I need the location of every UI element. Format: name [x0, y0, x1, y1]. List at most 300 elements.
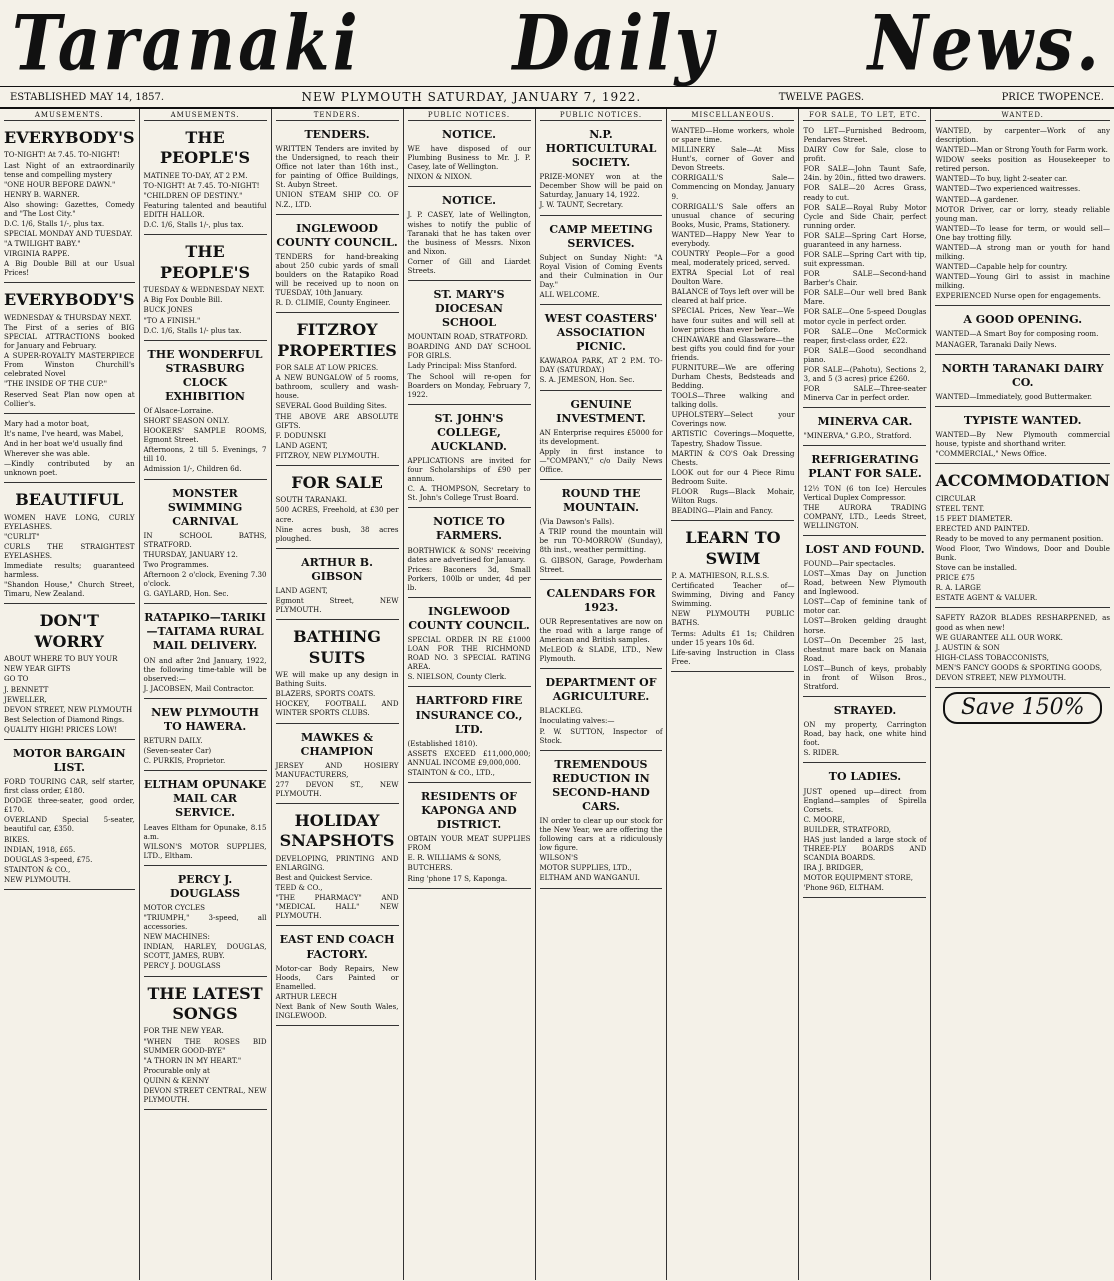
ad-text: (Established 1810).	[407, 738, 478, 748]
ad-text: FOR SALE—20 Acres Grass, ready to cut.	[803, 183, 927, 202]
ad-text: ON and after 2nd January, 1922, the following time-table will be observed:—	[143, 655, 267, 683]
ad-text: McLEOD & SLADE, LTD., New Plymouth.	[539, 645, 663, 664]
ad-text: GO TO	[4, 674, 29, 684]
advertisement	[144, 869, 267, 977]
advertisement	[540, 219, 663, 306]
advertisement	[803, 700, 926, 763]
ad-text: FOR THE NEW YEAR.	[143, 1026, 224, 1036]
ad-text: BEADING—Plain and Fancy.	[671, 506, 773, 516]
advertisement	[408, 124, 531, 187]
ad-text: MANAGER, Taranaki Daily News.	[935, 339, 1057, 349]
ad-text: LOOK out for our 4 Piece Rimu Bedroom Suite.	[671, 467, 795, 486]
ad-title: RATAPIKO—TARIKI—TAITAMA RURAL MAIL DELIVERY.	[144, 611, 266, 653]
ad-text: A Big Fox Double Bill.	[143, 295, 223, 305]
ad-text: WANTED—A strong man or youth for hand milking.	[935, 242, 1110, 261]
ad-text: DODGE three-seater, good order, £170.	[4, 796, 135, 815]
ad-text: HAS just landed a large stock of THREE-PLY BOARDS AND SCANDIA BOARDS.	[803, 834, 927, 863]
column-heading: PUBLIC NOTICES.	[408, 111, 531, 121]
ad-text: Inoculating valves:—	[539, 716, 615, 726]
ad-text: THE ABOVE ARE ABSOLUTE GIFTS.	[275, 411, 399, 430]
ad-text: ARTISTIC Coverings—Moquette, Tapestry, Shadow Tissue.	[671, 429, 795, 448]
masthead-word-taranaki: Taranaki	[12, 0, 361, 88]
ad-text: A SUPER-ROYALTY MASTERPIECE From Winston Churchill's celebrated Novel	[4, 351, 135, 379]
ad-title: NORTH TARANAKI DAIRY CO.	[941, 361, 1104, 389]
ad-text: FOR SALE AT LOW PRICES.	[275, 363, 379, 373]
advertisement	[276, 124, 399, 215]
ad-text: "THE INSIDE OF THE CUP."	[4, 379, 108, 389]
ad-text: J. W. TAUNT, Secretary.	[539, 200, 624, 210]
ad-text: DEVON STREET, NEW PLYMOUTH	[4, 704, 133, 714]
ad-text: WOMEN HAVE LONG, CURLY EYELASHES.	[4, 512, 135, 531]
ad-text: QUINN & KENNY	[143, 1075, 209, 1085]
ad-text: OUR Representatives are now on the road with a large range of American and British samples.	[539, 616, 663, 644]
advertisement	[408, 601, 531, 688]
ad-title: NEW PLYMOUTH TO HAWERA.	[151, 705, 259, 733]
advertisement	[276, 929, 399, 1026]
ad-text: J. AUSTIN & SON	[935, 642, 1000, 652]
ad-text: STEEL TENT.	[935, 503, 985, 513]
ad-text: FLOOR Rugs—Black Mohair, Wilton Rugs.	[671, 486, 795, 505]
ad-text: STAINTON & CO.,	[4, 864, 71, 874]
ad-text: 12½ TON (6 ton Ice) Hercules Vertical Duplex Compressor.	[803, 483, 927, 502]
established-date: ESTABLISHED MAY 14, 1857.	[10, 91, 165, 103]
ad-text: A Big Double Bill at our Usual Prices!	[4, 259, 135, 278]
ad-title: ROUND THE MOUNTAIN.	[561, 487, 641, 515]
ad-text: HOCKEY, FOOTBALL AND WINTER SPORTS CLUBS.	[275, 699, 399, 718]
ad-text: J. JACOBSEN, Mail Contractor.	[143, 683, 255, 693]
ad-title: LOST AND FOUND.	[805, 542, 925, 556]
ad-title: NOTICE.	[442, 194, 496, 208]
advertisement	[276, 218, 399, 314]
ad-text: Mary had a motor boat,	[4, 418, 90, 428]
ad-text: WANTED—Home workers, whole or spare time.	[671, 125, 795, 145]
ad-text: JEWELLER,	[4, 694, 47, 704]
column-8	[931, 109, 1114, 1280]
advertisement	[408, 690, 531, 783]
advertisement	[276, 469, 399, 549]
ad-text: FOR SALE—Our well bred Bank Mare.	[803, 288, 927, 307]
advertisement	[144, 238, 267, 340]
ad-text: Apply in first instance to—"COMPANY," c/o Daily News Office.	[539, 446, 663, 474]
ad-text: MOTOR Driver, car or lorry, steady reliable young man.	[935, 204, 1110, 223]
ad-text: WANTED—To buy, light 2-seater car.	[935, 174, 1068, 184]
column-heading: FOR SALE, TO LET, ETC.	[803, 111, 926, 121]
ad-text: MEN'S FANCY GOODS & SPORTING GOODS,	[935, 662, 1103, 672]
ad-text: "TRIUMPH," 3-speed, all accessories.	[143, 913, 267, 932]
advertisement	[4, 417, 135, 483]
ad-text: TO LET—Furnished Bedroom, Pendarves Street.	[803, 125, 927, 145]
advertisement	[803, 124, 926, 408]
ad-text: SAFETY RAZOR BLADES RESHARPENED, as good as when new!	[935, 613, 1110, 632]
ad-text: The School will re-open for Boarders on Monday, February 7, 1922.	[407, 371, 531, 399]
ad-title: MONSTER SWIMMING CARNIVAL	[167, 486, 243, 528]
advertisement	[144, 344, 267, 480]
ad-text: WANTED—A Smart Boy for composing room.	[935, 329, 1099, 339]
ad-text: 277 DEVON ST., NEW PLYMOUTH.	[275, 779, 399, 798]
ad-text: WANTED—Immediately, good Buttermaker.	[935, 391, 1093, 401]
ad-title: EAST END COACH FACTORY.	[279, 933, 395, 961]
ad-text: BUTCHERS.	[407, 863, 453, 873]
ad-text: MARTIN & CO'S Oak Dressing Chests.	[671, 448, 795, 467]
save-stamp: Save 150%	[943, 692, 1102, 724]
ad-title: ST. JOHN'S COLLEGE, AUCKLAND.	[431, 411, 507, 453]
ad-text: Certificated Teacher of—Swimming, Diving and Fancy Swimming.	[671, 581, 795, 609]
ad-text: MOTOR CYCLES	[143, 902, 205, 912]
ad-text: VIRGINIA RAPPE.	[4, 249, 70, 259]
ad-text: J. P. CASEY, late of Wellington, wishes to notify the public of Taranaki that he has taken over the business of Messrs. Nixon and Nixon.	[407, 210, 531, 256]
ad-text: FORD TOURING CAR, self starter, first class order, £180.	[4, 777, 135, 796]
advertisement	[540, 754, 663, 889]
ad-title: TENDERS.	[304, 127, 370, 141]
ad-text: Best Selection of Diamond Rings.	[4, 714, 125, 724]
ad-title: WEST COASTERS' ASSOCIATION PICNIC.	[544, 312, 658, 354]
ad-title: TREMENDOUS REDUCTION IN SECOND-HAND CARS.	[552, 757, 650, 813]
ad-text: Leaves Eltham for Opunake, 8.15 a.m.	[143, 822, 267, 841]
advertisement	[276, 623, 399, 723]
ad-text: (Via Dawson's Falls).	[539, 517, 615, 527]
ad-text: 15 FEET DIAMETER.	[935, 513, 1013, 523]
columns	[0, 109, 1114, 1280]
ad-text: SHORT SEASON ONLY.	[143, 416, 230, 426]
ad-title: STRAYED.	[833, 704, 897, 718]
ad-text: MOTOR EQUIPMENT STORE,	[803, 873, 914, 883]
ad-title: THE PEOPLE'S	[159, 242, 251, 282]
advertisement	[803, 766, 926, 898]
ad-text: WANTED—Two experienced waitresses.	[935, 184, 1081, 194]
advertisement	[144, 702, 267, 771]
ad-text: JUST opened up—direct from England—samples of Spirella Corsets.	[803, 786, 927, 814]
ad-text: FOR SALE—John Taunt Safe, 24in. by 20in., fitted two drawers.	[803, 164, 927, 183]
ad-text: RETURN DAILY.	[143, 736, 203, 746]
ad-title: DON'T WORRY	[34, 611, 104, 651]
ad-text: FOR SALE—One McCormick reaper, first-class order, £22.	[803, 326, 927, 345]
ad-text: WE GUARANTEE ALL OUR WORK.	[935, 632, 1063, 642]
ad-text: Next Bank of New South Wales, INGLEWOOD.	[275, 1001, 399, 1020]
ad-title: ELTHAM OPUNAKE MAIL CAR SERVICE.	[143, 778, 267, 820]
ad-text: FOR SALE—(Pahotu), Sections 2, 3, and 5 (3 acres) price £260.	[803, 364, 927, 383]
ad-text: ARTHUR LEECH	[275, 991, 338, 1001]
ad-title: EVERYBODY'S	[4, 127, 135, 147]
ad-text: IRA J. BRIDGER,	[803, 863, 864, 873]
ad-title: NOTICE.	[442, 127, 496, 141]
ad-text: SPECIAL MONDAY AND TUESDAY.	[4, 229, 133, 239]
ad-text: "CURLIT"	[4, 531, 40, 541]
ad-text: WANTED—A gardener.	[935, 194, 1019, 204]
ad-text: "MINERVA," G.P.O., Stratford.	[803, 431, 912, 441]
ad-text: ELTHAM AND WANGANUI.	[539, 873, 640, 883]
ad-title: MINERVA CAR.	[817, 415, 913, 429]
ad-text: Subject on Sunday Night: "A Royal Vision of Coming Events and their Culmination in Our Day."	[539, 252, 663, 289]
ad-title: BEAUTIFUL	[15, 490, 124, 510]
ad-title: CALENDARS FOR 1923.	[546, 586, 656, 614]
column-heading: WANTED.	[935, 111, 1110, 121]
advertisement	[408, 511, 531, 598]
ad-text: AN Enterprise requires £5000 for its development.	[539, 427, 663, 446]
ad-text: WE have disposed of our Plumbing Business to Mr. J. P. Casey, late of Wellington.	[407, 144, 531, 172]
ad-text: FOR SALE—Royal Ruby Motor Cycle and Side Chair, perfect running order.	[803, 202, 927, 230]
ad-text: E. R. WILLIAMS & SONS,	[407, 853, 502, 863]
ad-text: ABOUT WHERE TO BUY YOUR	[4, 654, 118, 664]
ad-text: D.C. 1/6, Stalls 1/-, plus tax.	[143, 220, 244, 230]
ad-text: MOTOR SUPPLIES, LTD.,	[539, 863, 632, 873]
ad-text: IN SCHOOL BATHS, STRATFORD.	[143, 530, 267, 549]
ad-text: DOUGLAS 3-speed, £75.	[4, 854, 93, 864]
ad-text: FOR SALE—Three-seater Minerva Car in perfect order.	[803, 384, 927, 403]
issue-date: NEW PLYMOUTH SATURDAY, JANUARY 7, 1922.	[301, 90, 642, 104]
ad-text: LOST—Broken gelding draught horse.	[803, 616, 927, 635]
advertisement	[144, 774, 267, 866]
advertisement	[935, 467, 1110, 608]
ad-text: ON my property, Carrington Road, bay hack, one white hind foot.	[803, 720, 927, 748]
ad-text: WANTED—By New Plymouth commercial house, typiste and shorthand writer.	[935, 429, 1110, 448]
ad-text: Motor-car Body Repairs, New Hoods, Cars Painted or Enamelled.	[275, 963, 399, 991]
ad-title: MAWKES & CHAMPION	[300, 730, 374, 758]
ad-text: BLAZERS, SPORTS COATS.	[275, 689, 376, 699]
ad-text: APPLICATIONS are invited for four Scholarships of £90 per annum.	[407, 455, 531, 484]
ad-text: G. GIBSON, Garage, Powderham Street.	[539, 555, 663, 574]
column-heading: AMUSEMENTS.	[4, 111, 135, 121]
ad-text: PERCY J. DOUGLASS	[143, 961, 221, 971]
ad-text: LOST—Bunch of keys, probably in front of Wilson Bros., Stratford.	[803, 663, 927, 692]
ad-text: WILSON'S	[539, 853, 578, 863]
advertisement	[540, 672, 663, 750]
masthead-word-daily: Daily	[512, 0, 716, 88]
ad-title: RESIDENTS OF KAPONGA AND DISTRICT.	[421, 790, 517, 832]
ad-text: FOUND—Pair spectacles.	[803, 559, 896, 568]
ad-text: OBTAIN YOUR MEAT SUPPLIES FROM	[407, 834, 531, 853]
ad-text: Wood Floor, Two Windows, Door and Double Bunk.	[935, 544, 1110, 563]
ad-text: "ONE HOUR BEFORE DAWN."	[4, 179, 116, 189]
ad-text: Ring 'phone 17 S, Kaponga.	[407, 873, 508, 883]
ad-title: EVERYBODY'S	[4, 290, 135, 310]
ad-title: LEARN TO SWIM	[685, 528, 781, 568]
ad-text: Egmont Street, NEW PLYMOUTH.	[275, 596, 399, 615]
column-heading: TENDERS.	[276, 111, 399, 121]
ad-text: "Shandon House," Church Street, Timaru, New Zealand.	[4, 580, 135, 599]
advertisement	[4, 743, 135, 890]
ad-text: F. DODUNSKI	[275, 430, 327, 440]
ad-text: P. W. SUTTON, Inspector of Stock.	[539, 726, 663, 745]
ad-title: ACCOMMODATION	[935, 471, 1110, 491]
ad-text: Two Programmes.	[143, 560, 209, 570]
ad-title: FOR SALE	[291, 472, 383, 492]
ad-text: C. PURKIS, Proprietor.	[143, 756, 226, 766]
ad-text: DEVELOPING, PRINTING AND ENLARGING.	[275, 853, 399, 872]
ad-text: Reserved Seat Plan now open at Collier's.	[4, 389, 135, 408]
ad-text: C. A. THOMPSON, Secretary to St. John's College Trust Board.	[407, 484, 531, 503]
ad-text: S. A. JEMESON, Hon. Sec.	[539, 375, 635, 385]
ad-text: Afternoon 2 o'clock, Evening 7.30 o'clock.	[143, 570, 267, 589]
ad-text: WE will make up any design in Bathing Suits.	[275, 670, 399, 689]
advertisement	[144, 980, 267, 1111]
ad-text: NEW PLYMOUTH.	[4, 874, 71, 884]
ad-text: Of Alsace-Lorraine.	[143, 406, 214, 415]
ad-text: FOR SALE—Second-hand Barber's Chair.	[803, 269, 927, 288]
ad-text: INDIAN, 1918, £65.	[4, 844, 76, 854]
ad-text: CORRIGALL'S Sale—Commencing on Monday, January 9.	[671, 173, 795, 201]
ad-text: NEW YEAR GIFTS	[4, 664, 71, 674]
ad-text: LOST—Xmas Day on Junction Road, between New Plymouth and Inglewood.	[803, 569, 927, 597]
dateline	[0, 87, 1114, 109]
column-2	[140, 109, 272, 1280]
ad-title: ST. MARY'S DIOCESAN SCHOOL	[433, 287, 505, 330]
masthead	[0, 0, 1114, 87]
ad-text: C. MOORE,	[803, 814, 845, 824]
ad-title: THE LATEST SONGS	[147, 983, 263, 1023]
ad-title: REFRIGERATING PLANT FOR SALE.	[808, 453, 922, 481]
ad-text: FOR SALE—Good secondhand piano.	[803, 345, 927, 364]
ad-text: LOST—Cap of feminine tank of motor car.	[803, 597, 927, 616]
advertisement	[4, 286, 135, 413]
advertisement	[4, 607, 135, 740]
ad-text: FOR SALE—One 5-speed Douglas motor cycle in perfect order.	[803, 307, 927, 326]
column-heading: PUBLIC NOTICES.	[540, 111, 663, 121]
column-7	[799, 109, 931, 1280]
advertisement	[276, 316, 399, 466]
ad-text: FOR SALE—Spring Cart with tip, suit expressman.	[803, 249, 927, 269]
advertisement	[540, 483, 663, 580]
ad-text: JERSEY AND HOSIERY MANUFACTURERS,	[275, 760, 399, 779]
ad-text: "A THORN IN MY HEART."	[143, 1055, 242, 1065]
ad-text: HENRY B. WARNER.	[4, 189, 80, 199]
ad-text: ESTATE AGENT & VALUER.	[935, 593, 1038, 603]
ad-text: Nine acres bush, 38 acres ploughed.	[275, 524, 399, 543]
ad-text: LOST—On December 25 last, chestnut mare back on Manaia Road.	[803, 635, 927, 663]
advertisement	[540, 394, 663, 481]
ad-text: "COMMERCIAL," News Office.	[935, 449, 1047, 459]
column-4	[404, 109, 536, 1280]
ad-title: HARTFORD FIRE INSURANCE CO., LTD.	[415, 694, 523, 736]
ad-text: The First of a series of BIG SPECIAL ATTRACTIONS booked for January and February.	[4, 322, 135, 351]
ad-text: HOOKERS' SAMPLE ROOMS, Egmont Street.	[143, 426, 267, 445]
advertisement	[803, 539, 926, 697]
ad-text: UNION STEAM SHIP CO. OF N.Z., LTD.	[275, 190, 399, 209]
ad-text: Also showing: Gazettes, Comedy and "The Lost City."	[4, 199, 135, 218]
ad-text: It's name, I've heard, was Mabel,	[4, 428, 124, 438]
ad-text: NEW MACHINES:	[143, 932, 210, 942]
ad-text: 'Phone 96D, ELTHAM.	[803, 883, 884, 893]
ad-text: NEW PLYMOUTH PUBLIC BATHS.	[671, 609, 795, 628]
ad-text: MATINEE TO-DAY, AT 2 P.M.	[143, 170, 248, 180]
ad-text: "CHILDREN OF DESTINY."	[143, 191, 243, 201]
ad-text: TEED & CO.,	[275, 883, 323, 893]
ad-text: TOOLS—Three walking and talking dolls.	[671, 391, 795, 410]
advertisement	[408, 284, 531, 405]
ad-title: N.P. HORTICULTURAL SOCIETY.	[545, 127, 657, 170]
ad-text: HIGH-CLASS TOBACCONISTS,	[935, 652, 1049, 662]
advertisement	[803, 411, 926, 446]
ad-text: Procurable only at	[143, 1065, 210, 1075]
ad-text: SPECIAL Prices, New Year—We have four suites and will sell at lower prices than ever before.	[671, 306, 795, 334]
advertisement	[276, 727, 399, 804]
column-5	[536, 109, 668, 1280]
advertisement	[408, 786, 531, 889]
ad-text: Featuring talented and beautiful EDITH HALLOR.	[143, 201, 267, 220]
advertisement	[803, 449, 926, 536]
ad-text: D.C. 1/6, Stalls 1/- plus tax.	[143, 325, 242, 335]
ad-text: WIDOW seeks position as Housekeeper to retired person.	[935, 155, 1110, 174]
ad-text: TO-NIGHT! At 7.45. TO-NIGHT!	[4, 150, 120, 160]
ad-text: "WHEN THE ROSES BID SUMMER GOOD-BYE"	[143, 1036, 267, 1055]
ad-text: BORTHWICK & SONS' receiving dates are advertised for January.	[407, 545, 531, 564]
advertisement	[408, 408, 531, 509]
ad-text: D.C. 1/6, Stalls 1/-, plus tax.	[4, 218, 105, 228]
ad-text: NIXON & NIXON.	[407, 172, 473, 182]
ad-text: WEDNESDAY & THURSDAY NEXT.	[4, 312, 132, 322]
ad-text: R. A. LARGE	[935, 583, 981, 593]
ad-text: WANTED—Man or Strong Youth for Farm work.	[935, 145, 1108, 155]
ad-title: TYPISTE WANTED.	[963, 413, 1082, 427]
ad-text: R. D. CLIMIE, County Engineer.	[275, 298, 391, 308]
ad-text: LAND AGENT,	[275, 585, 328, 595]
ad-text: WANTED—Young Girl to assist in machine milking.	[935, 272, 1110, 291]
ad-text: EXTRA Special Lot of real Doulton Ware.	[671, 268, 795, 287]
ad-title: THE WONDERFUL STRASBURG CLOCK EXHIBITION	[147, 347, 263, 403]
ad-text: MOUNTAIN ROAD, STRATFORD.	[407, 332, 528, 342]
ad-text: "THE PHARMACY" AND "MEDICAL HALL" NEW PLYMOUTH.	[275, 893, 399, 921]
advertisement	[408, 190, 531, 281]
ad-text: SOUTH TARANAKI.	[275, 495, 347, 505]
ad-text: G. GAYLARD, Hon. Sec.	[143, 589, 229, 599]
ad-title: NOTICE TO FARMERS.	[433, 515, 505, 543]
ad-title: INGLEWOOD COUNTY COUNCIL.	[276, 221, 398, 249]
ad-text: FURNITURE—We are offering Durham Chests, Bedsteads and Bedding.	[671, 362, 795, 391]
advertisement	[935, 124, 1110, 306]
column-6	[667, 109, 799, 1280]
ad-text: CURLS THE STRAIGHTEST EYELASHES.	[4, 541, 135, 560]
ad-text: Afternoons, 2 till 5. Evenings, 7 till 10.	[143, 445, 267, 464]
ad-text: INDIAN, HARLEY, DOUGLAS, SCOTT, JAMES, RUBY.	[143, 942, 267, 961]
ad-text: Immediate results; guaranteed harmless.	[4, 561, 135, 580]
ad-text: TENDERS for hand-breaking about 250 cubic yards of small boulders on the Ratapiko Road will be received up to noon on TUESDAY, 10th January.	[275, 251, 399, 298]
ad-text: 500 ACRES, Freehold, at £30 per acre.	[275, 505, 399, 524]
ad-text: CHINAWARE and Glassware—the best gifts you could find for your friends.	[671, 334, 795, 362]
ad-title: ARTHUR B. GIBSON	[301, 555, 373, 583]
ad-text: —Kindly contributed by an unknown poet.	[4, 459, 135, 478]
ad-text: WANTED—Capable help for country.	[935, 262, 1068, 272]
advertisement	[671, 524, 794, 672]
advertisement	[540, 308, 663, 390]
advertisement	[671, 124, 794, 521]
ad-text: Ready to be moved to any permanent position.	[935, 533, 1104, 543]
ad-text: PRIZE-MONEY won at the December Show will be paid on Saturday, January 14, 1922.	[539, 172, 663, 200]
ad-text: (Seven-seater Car)	[143, 746, 212, 756]
ad-text: J. BENNETT	[4, 684, 49, 694]
ad-text: BLACKLEG.	[539, 706, 583, 716]
ad-text: IN order to clear up our stock for the New Year, we are offering the following cars at a ridiculously low figure.	[539, 816, 663, 853]
advertisement	[4, 124, 135, 283]
ad-text: DEVON STREET, NEW PLYMOUTH.	[935, 672, 1066, 682]
ad-text: WRITTEN Tenders are invited by the Undersigned, to reach their Office not later than 16th inst., for painting of Office Buildings, St. Aubyn Street.	[275, 144, 399, 190]
ad-text: COUNTRY People—For a good meal, moderately priced, served.	[671, 248, 795, 268]
advertisement	[144, 607, 267, 699]
ad-title: A GOOD OPENING.	[963, 313, 1083, 327]
ad-text: A TRIP round the mountain will be run TO-MORROW (Sunday), 8th inst., weather permitting.	[539, 527, 663, 555]
ad-text: QUALITY HIGH! PRICES LOW!	[4, 724, 118, 734]
ad-text: SEVERAL Good Building Sites.	[275, 401, 387, 411]
ad-text: TUESDAY & WEDNESDAY NEXT.	[143, 285, 265, 295]
column-heading: AMUSEMENTS.	[144, 111, 267, 121]
ad-text: Prices: Baconers 3d, Small Porkers, 100lb or under, 4d per lb.	[407, 564, 531, 592]
ad-text: THE AURORA TRADING COMPANY, LTD., Leeds Street, WELLINGTON.	[803, 502, 927, 530]
ad-title: MOTOR BARGAIN LIST.	[12, 746, 126, 774]
advertisement	[935, 410, 1110, 464]
ad-text: STAINTON & CO., LTD.,	[407, 767, 495, 777]
ad-text: THURSDAY, JANUARY 12.	[143, 549, 238, 559]
advertisement	[935, 358, 1110, 407]
ad-title: TO LADIES.	[828, 770, 902, 784]
ad-text: Corner of Gill and Liardet Streets.	[407, 256, 531, 275]
